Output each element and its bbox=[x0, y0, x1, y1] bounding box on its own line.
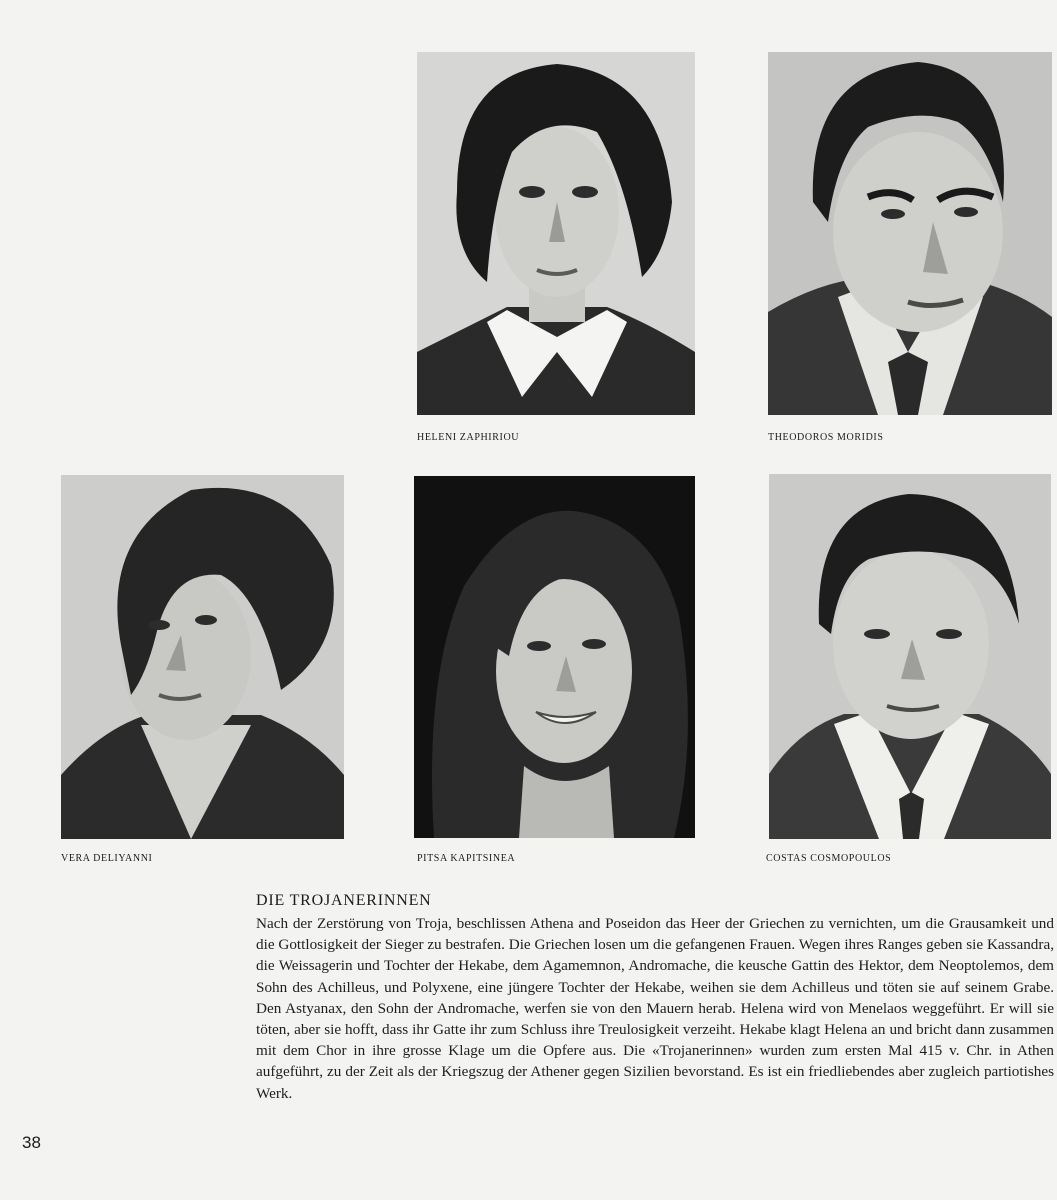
portrait-photo bbox=[768, 52, 1052, 415]
portrait-costas-cosmopoulos bbox=[769, 474, 1051, 839]
portrait-photo bbox=[61, 475, 344, 839]
article bbox=[256, 892, 1054, 1104]
article-body: Nach der Zerstörung von Troja, beschlissen Athena and Poseidon das Heer der Griechen zu vernichten, um die Grausamkeit und die Gottlosigkeit der Sieger zu bestrafen. Die Griechen losen um die gefangenen Frauen. Wegen ihres Ranges geben sie Kassandra, die Weissagerin und Tochter der Hekabe, dem Agamemnon, Andromache, die keusche Gattin des Hektor, dem Neoptolemos, dem Sohn des Achilleus, und Polyxene, eine jüngere Tochter der Hekabe, weihen sie dem Achilleus und töten sie auf seinem Grabe. Den Astyanax, den Sohn der Andromache, werfen sie von den Mauern herab. Helena wird von Menelaos weggeführt. Er will sie töten, aber sie hofft, dass ihr Gatte ihr zum Schluss ihre Treulosigkeit verzeiht. Hekabe klagt Helena an und bricht dann zusammen mit dem Chor in ihre grosse Klage um die Opfere aus. Die «Trojanerinnen» wurden zum ersten Mal 415 v. Chr. in Athen aufgeführt, zu der Zeit als der Kriegszug der Athener gegen Sizilien bevorstand. Es ist ein friedliebendes aber zugleich partiotishes Werk. bbox=[256, 915, 1054, 1102]
caption-theodoros-moridis: THEODOROS MORIDIS bbox=[768, 432, 884, 443]
caption-vera-deliyanni: VERA DELIYANNI bbox=[61, 853, 153, 864]
caption-pitsa-kapitsinea: PITSA KAPITSINEA bbox=[417, 853, 516, 864]
portrait-heleni-zaphiriou bbox=[417, 52, 695, 415]
portrait-vera-deliyanni bbox=[61, 475, 344, 839]
portrait-photo bbox=[769, 474, 1051, 839]
article-title: DIE TROJANERINNEN bbox=[256, 892, 432, 909]
portrait-pitsa-kapitsinea bbox=[414, 476, 695, 838]
portrait-photo bbox=[417, 52, 695, 415]
caption-heleni-zaphiriou: HELENI ZAPHIRIOU bbox=[417, 432, 520, 443]
portrait-photo bbox=[414, 476, 695, 838]
caption-costas-cosmopoulos: COSTAS COSMOPOULOS bbox=[766, 853, 892, 864]
page-number: 38 bbox=[22, 1133, 41, 1152]
portrait-theodoros-moridis bbox=[768, 52, 1052, 415]
